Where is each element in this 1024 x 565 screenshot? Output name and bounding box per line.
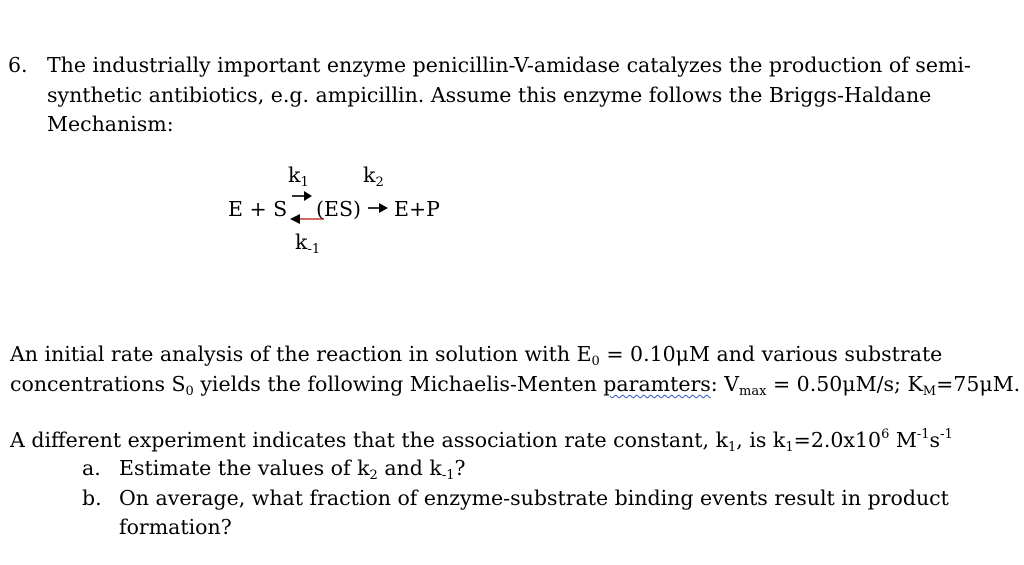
part-b-line-2: formation? [119,515,232,539]
experiment-line: A different experiment indicates that the association rate constant, k1, is $k1=2.0x10^6$ $M^{-1}s^{-1}$ [10,427,953,455]
question-line-3: Mechanism: [47,112,174,136]
k2-label: k2 [363,163,384,190]
question-line-2: synthetic antibiotics, e.g. ampicillin. Assume this enzyme follows the Briggs-Haldane [47,83,932,107]
part-b-line-1: On average, what fraction of enzyme-substrate binding events result in product [119,486,949,510]
products: E+P [394,197,440,221]
analysis-line-2: concentrations S0 yields the following Michaelis-Menten paramters: Vmax = 0.50μM/s; KM=75μM. [10,372,1021,399]
k1-label: k1 [288,163,309,190]
reactants: E + S [228,197,288,221]
question-line-1: The industrially important enzyme penicillin-V-amidase catalyzes the production of semi- [47,53,971,77]
part-b-label: b. [82,486,102,510]
part-a-label: a. [82,456,101,480]
analysis-line-1: An initial rate analysis of the reaction in solution with E0 = 0.10μM and various substrate [10,342,943,369]
forward-arrow-icon [366,200,390,216]
complex-es: (ES) [316,197,362,221]
question-number: 6. [8,53,28,77]
part-a-text: Estimate the values of k2 and k-1? [119,456,466,483]
misspelled-word: paramters [603,372,711,396]
k-minus-1-label: k-1 [295,230,321,257]
